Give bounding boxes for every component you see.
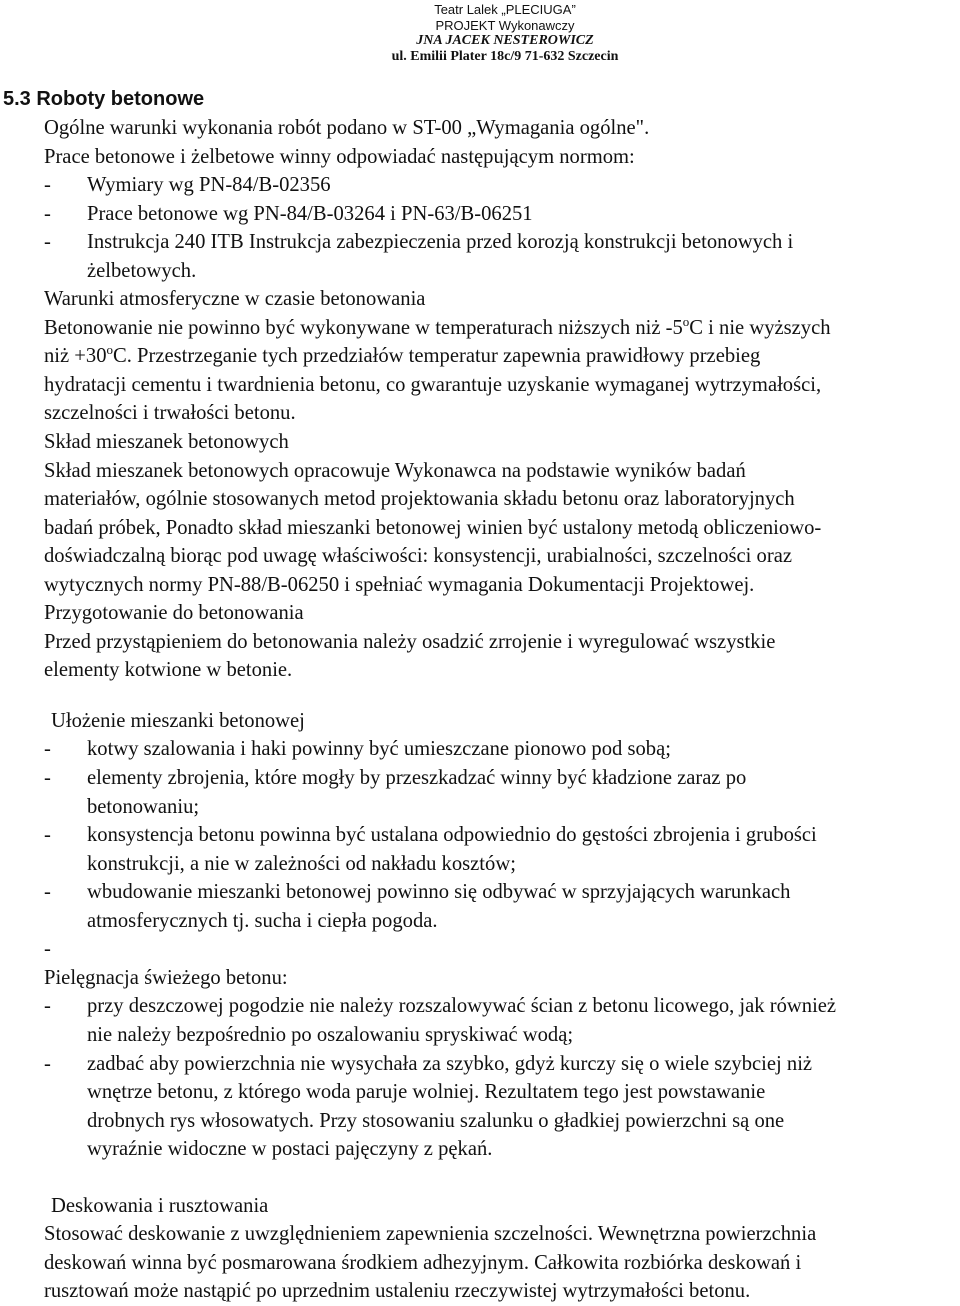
list-dash: - xyxy=(44,231,51,254)
header-project-type: PROJEKT Wykonawczy xyxy=(435,17,575,33)
list-dash: - xyxy=(44,881,51,904)
list-dash: - xyxy=(44,1052,51,1075)
degree-sign: o xyxy=(682,313,690,329)
list-dash: - xyxy=(44,824,51,847)
placing-continuation: atmosferycznych tj. sucha i ciepła pogoda. xyxy=(87,909,438,932)
spacer xyxy=(0,1164,960,1192)
curing-text: przy deszczowej pogodzie nie należy rozszalowywać ścian z betonu licowego, jak również xyxy=(87,995,837,1018)
prep-heading: Przygotowanie do betonowania xyxy=(44,602,304,625)
list-dash: - xyxy=(44,202,51,225)
weather-line-3: hydratacji cementu i twardnienia betonu, co gwarantuje uzyskanie wymaganej wytrzymałości, xyxy=(44,373,822,396)
mix-line: wytycznych normy PN-88/B-06250 i spełniać wymagania Dokumentacji Projektowej. xyxy=(44,573,755,596)
mix-line: materiałów, ogólnie stosowanych metod projektowania składu betonu oraz laboratoryjnych xyxy=(44,488,795,511)
header-address: ul. Emilii Plater 18c/9 71-632 Szczecin xyxy=(391,48,619,64)
prep-line: elementy kotwione w betonie. xyxy=(44,659,293,682)
curing-item xyxy=(44,1050,960,1079)
mix-line: Skład mieszanek betonowych opracowuje Wykonawca na podstawie wyników badań xyxy=(44,459,746,482)
curing-item xyxy=(44,992,960,1021)
curing-continuation: wnętrze betonu, z którego woda paruje wolniej. Rezultatem tego jest powstawanie xyxy=(87,1081,766,1104)
norm-item xyxy=(44,228,960,257)
mix-line: badań próbek, Ponadto skład mieszanki betonowej winien być ustalony metodą obliczeniowo- xyxy=(44,516,822,539)
mix-line: doświadczalną biorąc pod uwagę właściwości: konsystencji, urabialności, szczelności oraz xyxy=(44,545,792,568)
list-dash: - xyxy=(44,995,51,1018)
norm-item xyxy=(44,171,960,200)
norm-text: Instrukcja 240 ITB Instrukcja zabezpieczenia przed korozją konstrukcji betonowych i xyxy=(87,231,794,254)
curing-continuation: drobnych rys włosowatych. Przy stosowaniu szalunku o gładkiej powierzchni są one xyxy=(87,1109,785,1132)
weather-text: Betonowanie nie powinno być wykonywane w temperaturach niższych niż -5 xyxy=(44,316,683,339)
weather-line-4: szczelności i trwałości betonu. xyxy=(44,402,296,425)
intro-line-2: Prace betonowe i żelbetowe winny odpowiadać następującym normom: xyxy=(44,145,635,168)
curing-continuation: wyraźnie widoczne w postaci pajęczyny z pękań. xyxy=(87,1138,493,1161)
placing-item xyxy=(44,735,960,764)
intro-line-1: Ogólne warunki wykonania robót podano w ST-00 „Wymagania ogólne". xyxy=(44,117,650,139)
norm-text: Prace betonowe wg PN-84/B-03264 i PN-63/B-06251 xyxy=(87,202,533,225)
document-body xyxy=(0,84,960,1306)
degree-sign: o xyxy=(106,342,114,358)
norm-text: Wymiary wg PN-84/B-02356 xyxy=(87,174,331,197)
placing-text: wbudowanie mieszanki betonowej powinno się odbywać w sprzyjających warunkach xyxy=(87,881,791,904)
section-title: 5.3 Roboty betonowe xyxy=(3,88,205,110)
header-author: JNA JACEK NESTEROWICZ xyxy=(416,33,594,48)
placing-text: elementy zbrojenia, które mogły by przeszkadzać winny być kładzione zaraz po xyxy=(87,767,747,790)
weather-line-2 xyxy=(44,342,960,371)
formwork-line: Stosować deskowanie z uwzględnieniem zapewnienia szczelności. Wewnętrzna powierzchnia xyxy=(44,1223,817,1246)
curing-heading: Pielęgnacja świeżego betonu: xyxy=(44,966,288,989)
header-theatre-name: Teatr Lalek „PLECIUGA” xyxy=(434,2,576,17)
list-dash: - xyxy=(44,767,51,790)
placing-continuation: betonowaniu; xyxy=(87,795,200,818)
placing-heading: Ułożenie mieszanki betonowej xyxy=(51,709,305,732)
prep-line: Przed przystąpieniem do betonowania należy osadzić zrrojenie i wyregulować wszystkie xyxy=(44,630,776,653)
spacer xyxy=(0,685,960,707)
formwork-line: deskowań winna być posmarowana środkiem adhezyjnym. Całkowita rozbiórka deskowań i xyxy=(44,1251,802,1274)
weather-heading: Warunki atmosferyczne w czasie betonowania xyxy=(44,288,426,311)
curing-text: zadbać aby powierzchnia nie wysychała za szybko, gdyż kurczy się o wiele szybciej niż xyxy=(87,1052,813,1075)
curing-continuation: nie należy bezpośrednio po oszalowaniu spryskiwać wodą; xyxy=(87,1023,574,1046)
list-dash: - xyxy=(44,738,51,761)
weather-text: C i nie wyższych xyxy=(689,316,831,339)
norm-item xyxy=(44,200,960,229)
norm-item-continuation: żelbetowych. xyxy=(87,259,197,282)
placing-text: kotwy szalowania i haki powinny być umieszczane pionowo pod sobą; xyxy=(87,738,671,761)
placing-continuation: konstrukcji, a nie w zależności od nakładu kosztów; xyxy=(87,852,516,875)
weather-line-1 xyxy=(44,314,960,343)
empty-dash: - xyxy=(44,938,51,961)
placing-item xyxy=(44,764,960,793)
formwork-line: rusztowań może nastąpić po uprzednim ustaleniu rzeczywistej wytrzymałości betonu. xyxy=(44,1280,751,1303)
mix-heading: Skład mieszanek betonowych xyxy=(44,431,289,454)
weather-text: C. Przestrzeganie tych przedziałów temperatur zapewnia prawidłowy przebieg xyxy=(113,345,761,368)
placing-item xyxy=(44,878,960,907)
page-header xyxy=(360,2,650,64)
weather-text: niż +30 xyxy=(44,345,107,368)
formwork-heading: Deskowania i rusztowania xyxy=(51,1194,269,1217)
list-dash: - xyxy=(44,174,51,197)
placing-item xyxy=(44,821,960,850)
placing-text: konsystencja betonu powinna być ustalana odpowiednio do gęstości zbrojenia i grubości xyxy=(87,824,817,847)
